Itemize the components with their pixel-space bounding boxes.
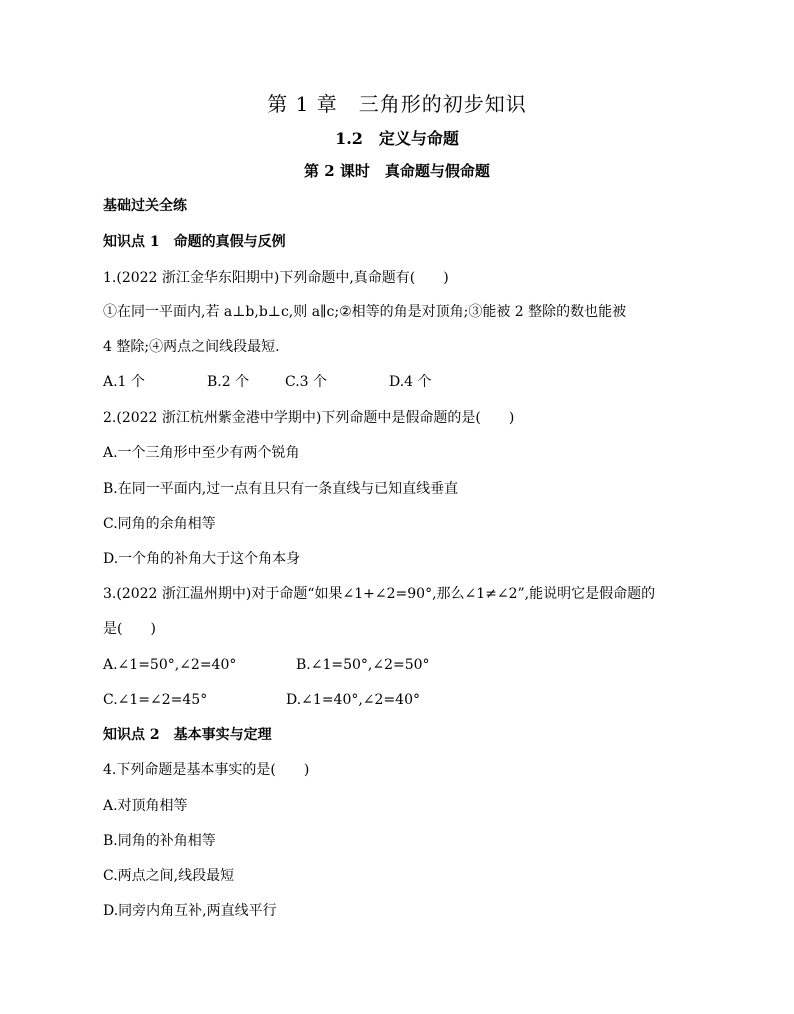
question-4-option-d: D.同旁内角互补,两直线平行 — [103, 903, 277, 919]
question-1-body-line-2: 4 整除;④两点之间线段最短. — [103, 339, 280, 355]
question-3-stem-line-1: 3.(2022 浙江温州期中)对于命题“如果∠1+∠2=90°,那么∠1≠∠2”,能说明它是假命题的 — [103, 586, 656, 602]
question-4-option-c: C.两点之间,线段最短 — [103, 868, 235, 884]
question-2-option-c: C.同角的余角相等 — [103, 516, 216, 532]
question-3-stem-line-2: 是( ) — [103, 621, 156, 637]
question-2-stem: 2.(2022 浙江杭州紫金港中学期中)下列命题中是假命题的是( ) — [103, 410, 515, 426]
knowledge-point-2-heading: 知识点 2 基本事实与定理 — [103, 727, 272, 743]
question-1-option-d: D.4 个 — [389, 374, 432, 390]
question-2-option-d: D.一个角的补角大于这个角本身 — [103, 551, 301, 567]
question-1-option-a: A.1 个 — [103, 374, 145, 390]
lesson-title: 第 2 课时 真命题与假命题 — [304, 162, 490, 180]
question-3-option-d: D.∠1=40°,∠2=40° — [286, 692, 420, 708]
practice-heading: 基础过关全练 — [103, 198, 187, 214]
question-2-option-a: A.一个三角形中至少有两个锐角 — [103, 445, 300, 461]
question-3-option-c: C.∠1=∠2=45° — [103, 692, 208, 708]
knowledge-point-1-heading: 知识点 1 命题的真假与反例 — [103, 234, 286, 250]
section-title: 1.2 定义与命题 — [335, 129, 459, 148]
question-3-option-b: B.∠1=50°,∠2=50° — [296, 657, 430, 673]
question-1-body-line-1: ①在同一平面内,若 a⊥b,b⊥c,则 a∥c;②相等的角是对顶角;③能被 2 整除的数也能被 — [103, 304, 627, 320]
question-1-option-b: B.2 个 — [207, 374, 250, 390]
question-2-option-b: B.在同一平面内,过一点有且只有一条直线与已知直线垂直 — [103, 481, 459, 497]
chapter-title: 第 1 章 三角形的初步知识 — [267, 92, 527, 116]
question-3-option-a: A.∠1=50°,∠2=40° — [103, 657, 237, 673]
question-4-stem: 4.下列命题是基本事实的是( ) — [103, 762, 310, 778]
question-1-option-c: C.3 个 — [285, 374, 328, 390]
question-4-option-b: B.同角的补角相等 — [103, 833, 216, 849]
question-1-stem: 1.(2022 浙江金华东阳期中)下列命题中,真命题有( ) — [103, 270, 449, 286]
question-4-option-a: A.对顶角相等 — [103, 798, 188, 814]
